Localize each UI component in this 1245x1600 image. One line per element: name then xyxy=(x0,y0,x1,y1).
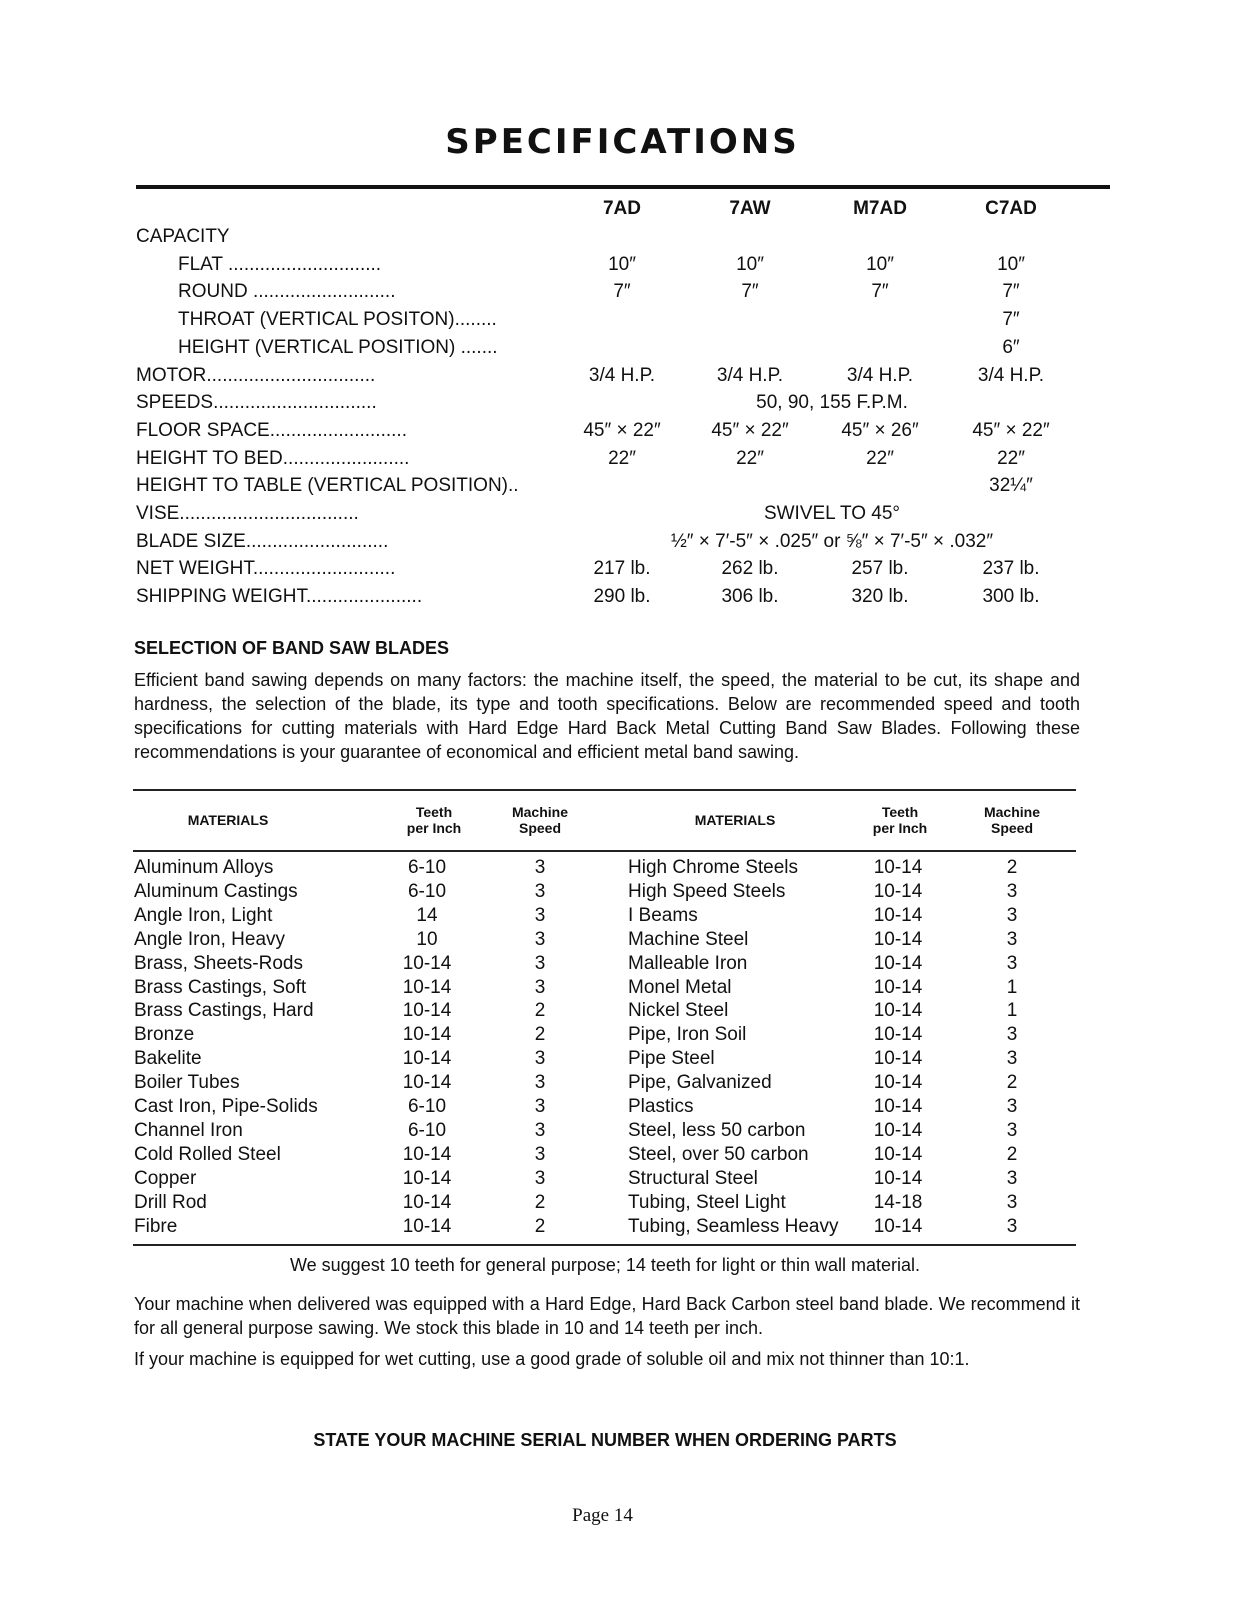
spec-value: 237 lb. xyxy=(982,558,1040,580)
material-name: Monel Metal xyxy=(628,976,732,998)
machine-speed: 3 xyxy=(534,1072,546,1094)
selection-paragraph: Efficient band sawing depends on many factors: the machine itself, the speed, the material to be cut, its shape and hardness, the selection of the blade, its type and tooth specifications. Below are recommended speed and tooth specifications for cutting materials with Hard Edge Hard Back Metal Cutting Band Saw Blades. Following these recommendations is your guarantee of economical and efficient metal band sawing. xyxy=(134,670,1080,762)
spec-value: 22″ xyxy=(866,447,894,469)
teeth-suggestion: We suggest 10 teeth for general purpose; 14 teeth for light or thin wall material. xyxy=(289,1255,921,1275)
teeth-per-inch: 10-14 xyxy=(402,976,452,998)
spec-value: 6″ xyxy=(1002,336,1020,358)
teeth-per-inch: 10-14 xyxy=(873,1143,923,1165)
teeth-per-inch: 10-14 xyxy=(873,904,923,926)
spec-value: 7″ xyxy=(613,281,631,303)
machine-speed: 3 xyxy=(1006,1048,1018,1070)
material-name: Pipe Steel xyxy=(628,1048,715,1070)
material-name: Aluminum Alloys xyxy=(134,857,274,878)
materials-header-materials: MATERIALS xyxy=(694,812,776,828)
spec-value: 3/4 H.P. xyxy=(588,364,656,386)
selection-heading: SELECTION OF BAND SAW BLADES xyxy=(134,638,450,658)
material-name: Brass Castings, Soft xyxy=(134,976,307,998)
spec-label: FLAT ............................. xyxy=(178,253,382,275)
machine-speed: 3 xyxy=(534,928,546,950)
teeth-per-inch: 10-14 xyxy=(873,1167,923,1189)
machine-speed: 3 xyxy=(534,1119,546,1141)
spec-label: ROUND ........................... xyxy=(178,281,396,303)
machine-speed: 3 xyxy=(534,880,546,902)
material-name: Tubing, Seamless Heavy xyxy=(628,1215,839,1237)
material-name: Tubing, Steel Light xyxy=(628,1191,786,1213)
material-name: Channel Iron xyxy=(134,1119,243,1141)
teeth-per-inch: 10-14 xyxy=(873,857,923,878)
teeth-per-inch: 6-10 xyxy=(407,857,447,878)
spec-value: 300 lb. xyxy=(982,586,1040,608)
teeth-per-inch: 10-14 xyxy=(402,1024,452,1046)
material-name: Pipe, Iron Soil xyxy=(628,1024,747,1046)
teeth-per-inch: 10-14 xyxy=(402,1048,452,1070)
spec-value: 7″ xyxy=(1002,309,1020,331)
teeth-per-inch: 10-14 xyxy=(402,1191,452,1213)
materials-header-speed: Machine Speed xyxy=(983,804,1040,836)
machine-speed: 2 xyxy=(534,1191,546,1213)
machine-speed: 3 xyxy=(1006,880,1018,902)
machine-speed: 2 xyxy=(1006,1072,1018,1094)
spec-value: 45″ × 22″ xyxy=(972,419,1050,441)
spec-value: 3/4 H.P. xyxy=(977,364,1045,386)
spec-row xyxy=(136,531,1110,559)
spec-label: NET WEIGHT........................... xyxy=(136,558,396,580)
machine-speed: 2 xyxy=(1006,857,1018,878)
spec-label: BLADE SIZE........................... xyxy=(136,530,389,552)
material-name: Bakelite xyxy=(134,1048,202,1070)
spec-value: 257 lb. xyxy=(851,558,909,580)
machine-speed: 3 xyxy=(1006,1191,1018,1213)
teeth-per-inch: 10-14 xyxy=(873,880,923,902)
model-header: C7AD xyxy=(985,198,1037,219)
machine-speed: 3 xyxy=(1006,1024,1018,1046)
material-name: Plastics xyxy=(628,1096,694,1117)
teeth-per-inch: 10-14 xyxy=(402,1215,452,1237)
material-name: Steel, over 50 carbon xyxy=(628,1143,809,1165)
teeth-per-inch: 14 xyxy=(416,904,438,926)
material-name: I Beams xyxy=(628,904,698,926)
material-name: High Chrome Steels xyxy=(628,857,799,878)
teeth-per-inch: 10-14 xyxy=(873,1215,923,1237)
machine-speed: 3 xyxy=(534,1143,546,1165)
spec-value-span: 50, 90, 155 F.P.M. xyxy=(756,392,908,414)
spec-value: 45″ × 22″ xyxy=(583,419,661,441)
machine-speed: 3 xyxy=(534,1167,546,1189)
spec-row xyxy=(136,337,1110,365)
wet-cutting-note: If your machine is equipped for wet cutting, use a good grade of soluble oil and mix not thinner than 10:1. xyxy=(134,1349,970,1369)
material-name: Brass, Sheets-Rods xyxy=(134,952,303,974)
machine-speed: 3 xyxy=(534,1096,546,1117)
machine-speed: 3 xyxy=(1006,1167,1018,1189)
material-name: Copper xyxy=(134,1167,197,1189)
materials-header-rule xyxy=(133,850,1076,852)
material-name: Pipe, Galvanized xyxy=(628,1072,772,1094)
spec-label: CAPACITY xyxy=(136,226,230,247)
spec-row xyxy=(136,226,1110,254)
machine-speed: 3 xyxy=(534,952,546,974)
page-number: Page 14 xyxy=(572,1505,633,1526)
machine-speed: 3 xyxy=(1006,904,1018,926)
model-header: 7AW xyxy=(729,198,771,219)
spec-value: 3/4 H.P. xyxy=(716,364,784,386)
teeth-per-inch: 10-14 xyxy=(873,976,923,998)
teeth-per-inch: 6-10 xyxy=(407,1096,447,1117)
machine-speed: 3 xyxy=(534,976,546,998)
machine-speed: 3 xyxy=(1006,1119,1018,1141)
spec-value: 320 lb. xyxy=(851,586,909,608)
spec-label: HEIGHT TO TABLE (VERTICAL POSITION).. xyxy=(136,475,519,497)
material-name: Angle Iron, Light xyxy=(134,904,273,926)
machine-speed: 1 xyxy=(1006,1000,1018,1022)
machine-speed: 2 xyxy=(534,1000,546,1022)
spec-value: 306 lb. xyxy=(721,586,779,608)
teeth-per-inch: 10-14 xyxy=(873,1096,923,1117)
spec-value: 10″ xyxy=(608,253,636,275)
spec-value: 7″ xyxy=(1002,281,1020,303)
spec-value: 10″ xyxy=(997,253,1025,275)
spec-label: FLOOR SPACE.......................... xyxy=(136,419,407,441)
material-name: High Speed Steels xyxy=(628,880,786,902)
materials-header-speed: Machine Speed xyxy=(511,804,568,836)
machine-speed: 3 xyxy=(1006,1215,1018,1237)
machine-speed: 2 xyxy=(534,1024,546,1046)
spec-value: 217 lb. xyxy=(593,558,651,580)
spec-value: 45″ × 22″ xyxy=(711,419,789,441)
machine-speed: 3 xyxy=(534,857,546,878)
page-title: SPECIFICATIONS xyxy=(445,122,800,162)
material-name: Structural Steel xyxy=(628,1167,758,1189)
machine-speed: 3 xyxy=(534,904,546,926)
teeth-per-inch: 10-14 xyxy=(402,1072,452,1094)
materials-header-teeth: Teeth per Inch xyxy=(872,804,928,836)
teeth-per-inch: 10-14 xyxy=(873,1119,923,1141)
spec-row xyxy=(136,448,1110,476)
material-name: Drill Rod xyxy=(134,1191,207,1213)
materials-header-teeth: Teeth per Inch xyxy=(406,804,462,836)
material-name: Aluminum Castings xyxy=(134,880,298,902)
spec-row xyxy=(136,392,1110,420)
teeth-per-inch: 10-14 xyxy=(873,1000,923,1022)
spec-label: THROAT (VERTICAL POSITON)........ xyxy=(178,309,497,331)
spec-value: 32¼″ xyxy=(989,475,1033,497)
machine-speed: 3 xyxy=(534,1048,546,1070)
teeth-per-inch: 10-14 xyxy=(873,1048,923,1070)
material-name: Fibre xyxy=(134,1215,178,1237)
spec-label: HEIGHT TO BED........................ xyxy=(136,447,410,469)
teeth-per-inch: 10-14 xyxy=(402,1167,452,1189)
spec-value: 10″ xyxy=(866,253,894,275)
machine-speed: 3 xyxy=(1006,1096,1018,1117)
materials-header-materials: MATERIALS xyxy=(187,812,269,828)
material-name: Malleable Iron xyxy=(628,952,748,974)
spec-value: 10″ xyxy=(736,253,764,275)
spec-value: 3/4 H.P. xyxy=(846,364,914,386)
teeth-per-inch: 10-14 xyxy=(402,1143,452,1165)
materials-bottom-rule xyxy=(133,1244,1076,1246)
spec-value: 262 lb. xyxy=(721,558,779,580)
material-name: Cast Iron, Pipe-Solids xyxy=(134,1096,318,1117)
model-header: 7AD xyxy=(602,198,641,219)
spec-row xyxy=(136,420,1110,448)
teeth-per-inch: 10-14 xyxy=(402,952,452,974)
teeth-per-inch: 10-14 xyxy=(873,1024,923,1046)
spec-row xyxy=(136,254,1110,282)
spec-row xyxy=(136,586,1110,614)
teeth-per-inch: 10-14 xyxy=(873,1072,923,1094)
material-name: Cold Rolled Steel xyxy=(134,1143,281,1165)
spec-value-span: SWIVEL TO 45° xyxy=(763,503,901,524)
spec-row xyxy=(136,365,1110,393)
spec-row xyxy=(136,309,1110,337)
teeth-per-inch: 10-14 xyxy=(402,1000,452,1022)
spec-value: 22″ xyxy=(608,447,636,469)
spec-label: HEIGHT (VERTICAL POSITION) ....... xyxy=(178,336,498,358)
machine-speed: 2 xyxy=(1006,1143,1018,1165)
machine-speed: 1 xyxy=(1006,976,1018,998)
teeth-per-inch: 10-14 xyxy=(873,928,923,950)
spec-value: 22″ xyxy=(997,447,1025,469)
material-name: Brass Castings, Hard xyxy=(134,1000,314,1022)
spec-row xyxy=(136,475,1110,503)
spec-value: 45″ × 26″ xyxy=(841,419,919,441)
spec-value: 7″ xyxy=(871,281,889,303)
material-name: Steel, less 50 carbon xyxy=(628,1119,806,1141)
machine-speed: 3 xyxy=(1006,952,1018,974)
spec-value-span: ½″ × 7′-5″ × .025″ or ⅝″ × 7′-5″ × .032″ xyxy=(670,530,994,552)
spec-value: 290 lb. xyxy=(593,586,651,608)
spec-value: 7″ xyxy=(741,281,759,303)
teeth-per-inch: 6-10 xyxy=(407,880,447,902)
delivered-note: Your machine when delivered was equipped with a Hard Edge, Hard Back Carbon steel band blade. We recommend it for all general purpose sawing. We stock this blade in 10 and 14 teeth per inch. xyxy=(134,1294,1080,1338)
teeth-per-inch: 6-10 xyxy=(407,1119,447,1141)
spec-label: SHIPPING WEIGHT...................... xyxy=(136,586,423,608)
materials-top-rule xyxy=(133,789,1076,791)
model-header: M7AD xyxy=(853,198,907,219)
spec-label: VISE.................................. xyxy=(136,503,359,524)
spec-label: SPEEDS............................... xyxy=(136,392,377,414)
title-rule xyxy=(136,185,1110,189)
teeth-per-inch: 10 xyxy=(416,928,438,950)
serial-number-notice: STATE YOUR MACHINE SERIAL NUMBER WHEN ORDERING PARTS xyxy=(313,1430,897,1450)
spec-value: 22″ xyxy=(736,447,764,469)
spec-row xyxy=(136,281,1110,309)
material-name: Angle Iron, Heavy xyxy=(134,928,286,950)
material-name: Boiler Tubes xyxy=(134,1072,240,1094)
machine-speed: 3 xyxy=(1006,928,1018,950)
material-name: Machine Steel xyxy=(628,928,749,950)
teeth-per-inch: 14-18 xyxy=(873,1191,923,1213)
material-name: Nickel Steel xyxy=(628,1000,729,1022)
spec-row xyxy=(136,503,1110,531)
teeth-per-inch: 10-14 xyxy=(873,952,923,974)
spec-row xyxy=(136,558,1110,586)
machine-speed: 2 xyxy=(534,1215,546,1237)
material-name: Bronze xyxy=(134,1024,195,1046)
spec-label: MOTOR................................ xyxy=(136,364,376,386)
